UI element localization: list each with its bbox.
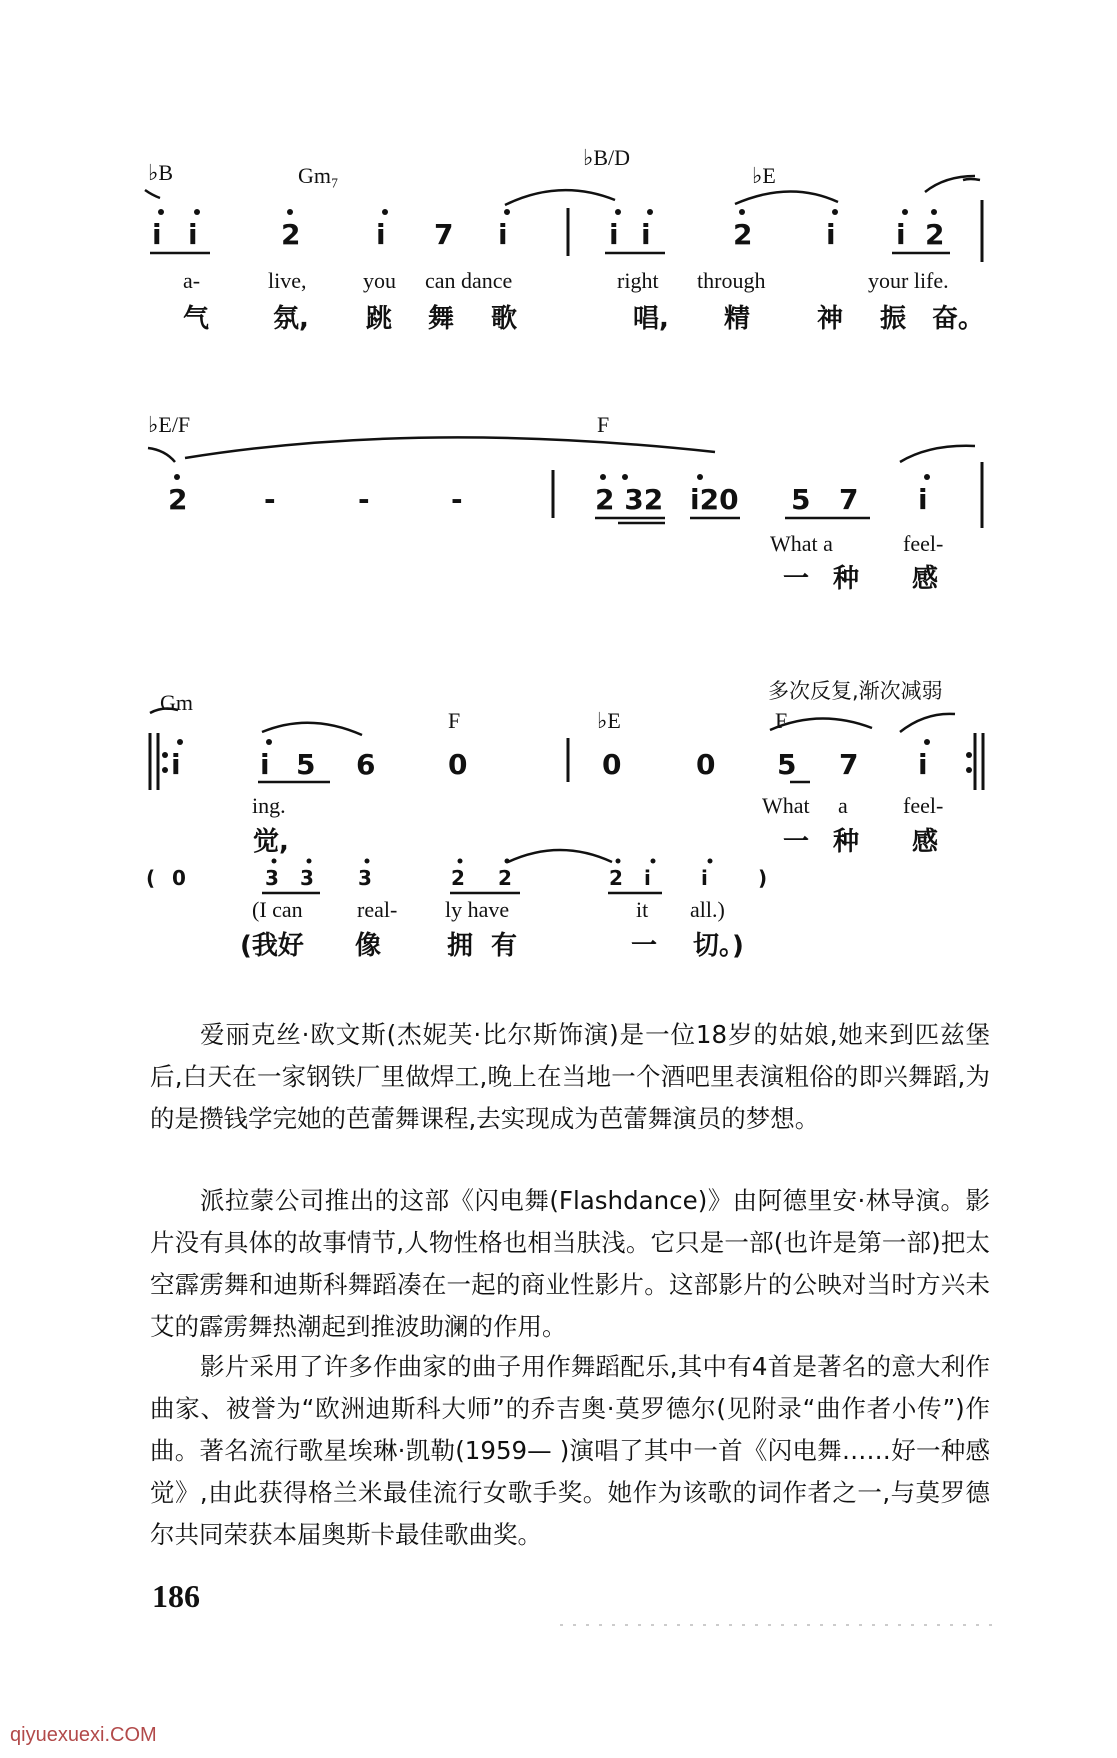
harmony-note: 3: [265, 866, 279, 890]
performance-direction: 多次反复,渐次减弱: [768, 679, 943, 703]
lyric-zh: 种: [833, 827, 860, 857]
lyric-zh: 像: [355, 931, 382, 961]
lyric-zh: 拥: [447, 931, 474, 961]
lyric-zh: 一: [631, 931, 658, 961]
lyric-en: right: [617, 268, 659, 293]
note: i: [641, 218, 651, 251]
lyric-en: (I can: [252, 897, 303, 922]
note: 5: [296, 748, 316, 781]
note: -: [264, 483, 276, 516]
lyric-zh: 有: [491, 931, 518, 961]
harmony-note: 0: [172, 866, 186, 890]
note: i: [918, 748, 928, 781]
chord-symbol: ♭E: [752, 163, 776, 188]
harmony-note: ): [758, 866, 768, 890]
lyric-zh: 觉,: [253, 827, 289, 857]
chord-symbol: F: [775, 708, 788, 733]
note: 6: [356, 748, 376, 781]
lyric-en: feel-: [903, 793, 944, 818]
chord-symbol: F: [597, 412, 610, 437]
harmony-note: (: [146, 866, 156, 890]
lyric-en: a-: [183, 268, 201, 293]
lyric-zh: 歌: [491, 304, 518, 334]
note: i: [918, 483, 928, 516]
harmony-note: i: [701, 866, 708, 890]
note: 2: [925, 218, 945, 251]
slurs: [145, 176, 980, 205]
harmony-note: i: [644, 866, 651, 890]
note: i: [376, 218, 386, 251]
note: 5: [777, 748, 797, 781]
harmony-note: 3: [358, 866, 372, 890]
lyric-en: live,: [268, 268, 307, 293]
note: i: [896, 218, 906, 251]
lyric-zh: 奋。: [932, 304, 985, 334]
lyric-en: a: [838, 793, 848, 818]
lyric-zh: 唱,: [633, 304, 669, 334]
lyric-en: ing.: [252, 793, 286, 818]
lyric-zh: 精: [724, 304, 751, 334]
note: 7: [839, 748, 859, 781]
note: i: [826, 218, 836, 251]
chord-symbol: ♭E/F: [148, 412, 191, 437]
lyric-zh: 切。): [693, 931, 744, 961]
chord-symbol: ♭B: [148, 160, 174, 185]
note: 2: [733, 218, 753, 251]
note: i: [609, 218, 619, 251]
harmony-note: 3: [300, 866, 314, 890]
note: i20: [690, 483, 739, 516]
lyric-zh: 氛,: [273, 304, 309, 334]
chord-symbol: Gm: [160, 690, 193, 715]
chord-symbol: ♭B/D: [583, 145, 631, 170]
lyric-zh: (我好: [240, 931, 304, 961]
chord-symbol: Gm₇: [298, 163, 339, 188]
harmony-note: 2: [498, 866, 512, 890]
paragraph: 影片采用了许多作曲家的曲子用作舞蹈配乐,其中有4首是著名的意大利作曲家、被誉为“欧洲迪斯科大师”的乔吉奥·莫罗德尔(见附录“曲作者小传”)作曲。著名流行歌星埃琳·凯勒(1959— )演唱了其中一首《闪电舞……好一种感觉》,由此获得格兰米最佳流行女歌手奖。她作为该歌的词作者之一,与莫罗德尔共同荣获本届奥斯卡最佳歌曲奖。: [150, 1352, 990, 1549]
octave-dots: [158, 209, 937, 215]
note: 2 32: [595, 483, 664, 516]
lyric-en: your life.: [868, 268, 949, 293]
lyric-en: ly have: [445, 897, 510, 922]
harmony-note: 2: [609, 866, 623, 890]
lyric-zh: 跳: [366, 304, 393, 334]
watermark: qiyuexuexi.COM: [10, 1724, 157, 1746]
paragraph: 爱丽克丝·欧文斯(杰妮芙·比尔斯饰演)是一位18岁的姑娘,她来到匹兹堡后,白天在一家钢铁厂里做焊工,晚上在当地一个酒吧里表演粗俗的即兴舞蹈,为的是攒钱学完她的芭蕾舞课程,去实现成为芭蕾舞演员的梦想。: [150, 1020, 990, 1133]
paragraph: 派拉蒙公司推出的这部《闪电舞(Flashdance)》由阿德里安·林导演。影片没有具体的故事情节,人物性格也相当肤浅。它只是一部(也许是第一部)把太空霹雳舞和迪斯科舞蹈凑在一起的商业性影片。这部影片的公映对当时方兴未艾的霹雳舞热潮起到推波助澜的作用。: [150, 1186, 990, 1341]
lyric-en: all.): [690, 897, 725, 922]
lyric-zh: 振: [880, 304, 907, 334]
chord-symbol: ♭E: [597, 708, 621, 733]
lyric-en: through: [697, 268, 766, 293]
lyric-zh: 种: [833, 564, 860, 594]
note: 7: [839, 483, 859, 516]
lyric-zh: 舞: [428, 304, 455, 334]
harmony-note: 2: [451, 866, 465, 890]
lyric-zh: 气: [183, 304, 210, 334]
note: 0: [602, 748, 622, 781]
note: i: [260, 748, 270, 781]
lyric-en: it: [636, 897, 649, 922]
note: i: [171, 748, 181, 781]
lyric-en: What: [762, 793, 810, 818]
note: i: [152, 218, 162, 251]
lyric-en: feel-: [903, 531, 944, 556]
note: 2: [281, 218, 301, 251]
page-number: 186: [152, 1578, 200, 1614]
note: -: [358, 483, 370, 516]
lyric-en: What a: [770, 531, 833, 556]
note: 0: [696, 748, 716, 781]
lyric-zh: 感: [912, 827, 939, 857]
note: 7: [434, 218, 454, 251]
lyric-en: real-: [357, 897, 398, 922]
lyric-zh: 神: [817, 304, 844, 334]
note: 5: [791, 483, 811, 516]
note: 2: [168, 483, 188, 516]
lyric-zh: 一: [783, 827, 810, 857]
chord-symbol: F: [448, 708, 461, 733]
lyric-zh: 感: [912, 564, 939, 594]
lyric-en: can dance: [425, 268, 513, 293]
lyric-en: you: [363, 268, 396, 293]
note: 0: [448, 748, 468, 781]
note: i: [498, 218, 508, 251]
note: -: [451, 483, 463, 516]
note: i: [188, 218, 198, 251]
lyric-zh: 一: [783, 564, 810, 594]
